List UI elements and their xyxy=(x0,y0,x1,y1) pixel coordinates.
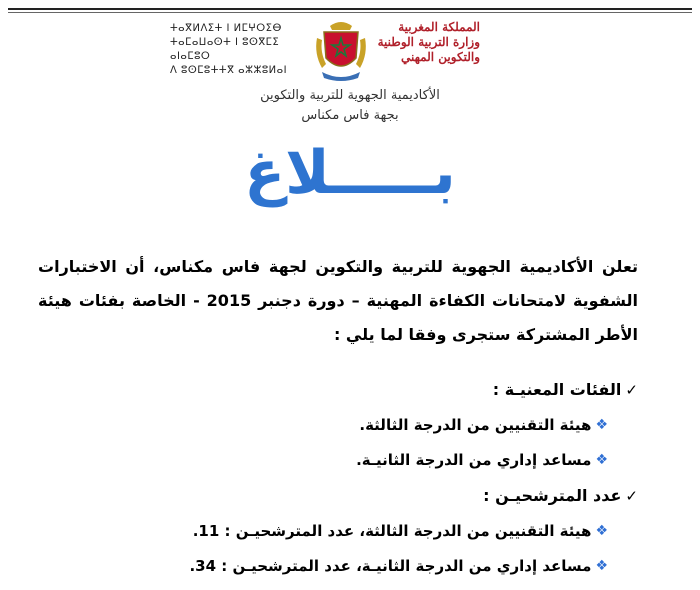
section-heading xyxy=(18,478,638,514)
letterhead xyxy=(0,18,700,88)
list-item-text: مساعد إداري من الدرجة الثانيـة، عدد المترشحيـن : 34. xyxy=(189,557,592,575)
diamond-bullet-icon: ❖ xyxy=(595,523,608,539)
academy-name xyxy=(0,86,700,126)
tifinagh-ministry-name xyxy=(170,22,305,78)
tifinagh-line: ⵜⴰⵎⴰⵡⴰⵙⵜ ⵏ ⵓⵙⴳⵎⵉ ⴰⵏⴰⵎⵓⵔ xyxy=(170,37,280,62)
section-heading-text: الفئات المعنيـة : xyxy=(492,380,622,399)
diamond-bullet-icon: ❖ xyxy=(595,417,608,433)
list-item xyxy=(18,514,638,549)
check-icon: ✓ xyxy=(625,381,638,399)
ministry-line: والتكوين المهني xyxy=(401,50,480,64)
ministry-line: وزارة التربية الوطنية xyxy=(377,35,480,49)
section-heading-text: عدد المترشحيـن : xyxy=(483,486,622,505)
list-item xyxy=(18,549,638,584)
academy-line: الأكاديمية الجهوية للتربية والتكوين xyxy=(260,88,440,103)
ministry-line: المملكة المغربية xyxy=(398,20,480,34)
tifinagh-line: ⵜⴰⴳⵍⴷⵉⵜ ⵏ ⵍⵎⵖⵔⵉⴱ xyxy=(170,23,282,34)
academy-line: بجهة فاس مكناس xyxy=(301,108,399,123)
section-heading xyxy=(18,372,638,408)
announcement-paragraph: تعلن الأكاديمية الجهوية للتربية والتكوين لجهة فاس مكناس، أن الاختبارات الشفوية لامتحانات الكفاءة المهنية – دورة دجنبر 2015 - الخاصة بفئات هيئة الأطر المشتركة ستجرى وفقا لما يلي : xyxy=(38,257,638,344)
list-item-text: مساعد إداري من الدرجة الثانيـة. xyxy=(356,451,592,469)
top-rule xyxy=(8,8,692,10)
list-item-text: هيئة التقنيين من الدرجة الثالثة. xyxy=(359,416,592,434)
list-item xyxy=(18,443,638,478)
tifinagh-line: ⴷ ⵓⵙⵎⵓⵜⵜⴳ ⴰⵣⵣⵓⵍⴰⵏ xyxy=(170,65,288,76)
diamond-bullet-icon: ❖ xyxy=(595,558,608,574)
list-item xyxy=(18,408,638,443)
announcement-list xyxy=(18,372,638,584)
coat-of-arms-icon xyxy=(312,18,370,84)
diamond-bullet-icon: ❖ xyxy=(595,452,608,468)
check-icon: ✓ xyxy=(625,487,638,505)
page-title: بـــــلاغ xyxy=(244,138,456,208)
list-item-text: هيئة التقنيين من الدرجة الثالثة، عدد المترشحيـن : 11. xyxy=(192,522,592,540)
ministry-name xyxy=(375,20,480,65)
